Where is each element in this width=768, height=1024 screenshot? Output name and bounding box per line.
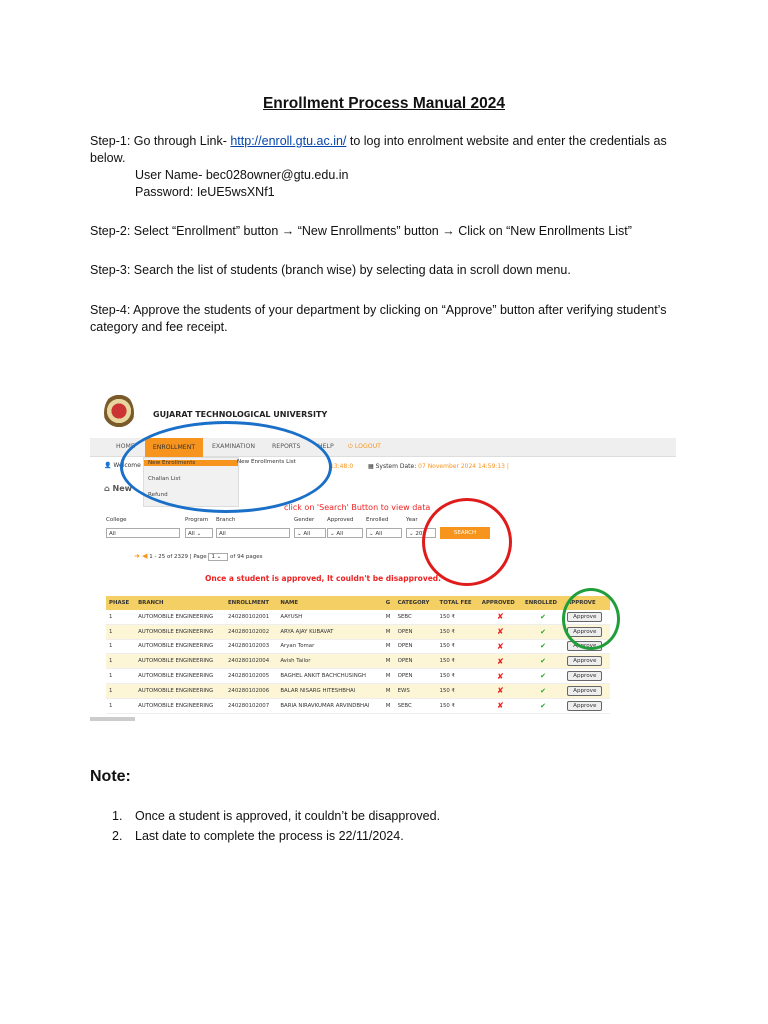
label-gender: Gender (294, 517, 315, 523)
column-header: ENROLLMENT (225, 596, 277, 610)
branch-select-value: All (219, 531, 226, 537)
cell-category: SEBC (395, 610, 437, 624)
enrollment-table (106, 596, 610, 714)
label-college: College (106, 517, 127, 523)
step-2: Step-2: Select “Enrollment” button → “New Enrollments” button → Click on “New Enrollments List” (90, 224, 632, 238)
enrolled-select-value: All (375, 531, 383, 537)
approve-button[interactable]: Approve (567, 627, 602, 637)
portal-screenshot (90, 388, 680, 723)
cell-fee: 150 ₹ (437, 639, 479, 654)
column-header: TOTAL FEE (437, 596, 479, 610)
year-select[interactable]: ⌄ 202 (406, 528, 436, 538)
enrolled-check-icon: ✔ (522, 698, 564, 713)
enrolled-check-icon: ✔ (522, 683, 564, 698)
approve-cell (564, 654, 610, 669)
approve-button[interactable]: Approve (567, 686, 602, 696)
welcome-text: 👤 Welcome (104, 462, 141, 469)
cell-g: M (383, 610, 395, 624)
cell-name: BAGHEL ANKIT BACHCHUSINGH (277, 669, 382, 684)
cell-g: M (383, 624, 395, 639)
approve-cell (564, 669, 610, 684)
cell-phase: 1 (106, 683, 135, 698)
cell-enrollment: 240280102005 (225, 669, 277, 684)
dd-challan-list[interactable]: Challan List (148, 476, 181, 482)
college-select[interactable] (106, 528, 180, 538)
approve-button[interactable]: Approve (567, 641, 602, 651)
label-program: Program (185, 517, 209, 523)
page-number-select[interactable]: 1 ⌄ (208, 553, 228, 561)
column-header: APPROVE (564, 596, 610, 610)
step-3: Step-3: Search the list of students (branch wise) by selecting data in scroll down menu. (90, 263, 571, 277)
not-approved-icon: ✘ (479, 683, 522, 698)
cell-branch: AUTOMOBILE ENGINEERING (135, 683, 225, 698)
table-row (106, 683, 610, 698)
system-date-value: 07 November 2024 14:59:13 | (418, 463, 509, 470)
cell-enrollment: 240280102002 (225, 624, 277, 639)
step-4: Step-4: Approve the students of your department by clicking on “Approve” button after verifying student’s category and fee receipt. (90, 303, 667, 334)
cell-branch: AUTOMOBILE ENGINEERING (135, 669, 225, 684)
note-heading: Note: (90, 768, 131, 785)
dd-third-item[interactable]: Refund (148, 492, 168, 498)
username-line: User Name- bec028owner@gtu.edu.in (135, 168, 349, 182)
cell-name: BALAR NISARG HITESHBHAI (277, 683, 382, 698)
approve-button[interactable]: Approve (567, 701, 602, 711)
year-select-value: 202 (415, 531, 426, 537)
note-item (112, 826, 440, 846)
program-select[interactable]: All ⌄ (185, 528, 213, 538)
label-enrolled: Enrolled (366, 517, 389, 523)
page-number-value: 1 (211, 554, 215, 560)
gtu-logo-icon (104, 393, 134, 433)
approve-button[interactable]: Approve (567, 671, 602, 681)
column-header: G (383, 596, 395, 610)
approval-warning: Once a student is approved, It couldn't be disapproved. (205, 574, 442, 583)
system-date-label: System Date: (375, 463, 417, 470)
approved-select-value: All (336, 531, 344, 537)
cell-branch: AUTOMOBILE ENGINEERING (135, 624, 225, 639)
table-row (106, 624, 610, 639)
column-header: ENROLLED (522, 596, 564, 610)
cell-category: OPEN (395, 654, 437, 669)
approve-button[interactable]: Approve (567, 656, 602, 666)
annotation-blue-circle (120, 421, 332, 513)
column-header: CATEGORY (395, 596, 437, 610)
step-1 (90, 133, 680, 201)
note-number: 1. (112, 809, 123, 823)
cell-category: OPEN (395, 624, 437, 639)
annotation-red-circle (422, 498, 512, 586)
note-number: 2. (112, 829, 123, 843)
cell-fee: 150 ₹ (437, 683, 479, 698)
cell-phase: 1 (106, 610, 135, 624)
approve-button[interactable]: Approve (567, 612, 602, 622)
nav-enrollment[interactable]: ENROLLMENT (145, 438, 203, 458)
note-text: Once a student is approved, it couldn’t be disapproved. (135, 809, 441, 823)
search-button[interactable]: SEARCH (440, 527, 490, 539)
cell-category: SEBC (395, 698, 437, 713)
table-header-row (106, 596, 610, 610)
pager (134, 552, 262, 560)
column-header: PHASE (106, 596, 135, 610)
enrolled-check-icon: ✔ (522, 669, 564, 684)
cell-branch: AUTOMOBILE ENGINEERING (135, 610, 225, 624)
cell-branch: AUTOMOBILE ENGINEERING (135, 639, 225, 654)
nav-help[interactable]: HELP (318, 443, 334, 450)
nav-home[interactable]: HOME (116, 443, 135, 450)
cell-branch: AUTOMOBILE ENGINEERING (135, 654, 225, 669)
not-approved-icon: ✘ (479, 639, 522, 654)
cell-g: M (383, 698, 395, 713)
column-header: APPROVED (479, 596, 522, 610)
dd-new-enrollments-list[interactable]: New Enrollments List (237, 459, 296, 465)
cell-enrollment: 240280102004 (225, 654, 277, 669)
cell-phase: 1 (106, 639, 135, 654)
cell-g: M (383, 669, 395, 684)
not-approved-icon: ✘ (479, 610, 522, 624)
cell-enrollment: 240280102003 (225, 639, 277, 654)
not-approved-icon: ✘ (479, 698, 522, 713)
enrolled-check-icon: ✔ (522, 610, 564, 624)
pager-range: 1 - 25 of 2329 | Page (149, 554, 207, 560)
enrolled-check-icon: ✔ (522, 654, 564, 669)
cell-name: Avish Tailor (277, 654, 382, 669)
pager-prev-icon[interactable]: ➜ ◀ (134, 552, 148, 560)
gender-select[interactable]: ⌄ All (294, 528, 326, 538)
label-branch: Branch (216, 517, 236, 523)
program-select-value: All (188, 531, 195, 537)
approve-cell (564, 698, 610, 713)
cell-name: ARYA AJAY KUBAVAT (277, 624, 382, 639)
not-approved-icon: ✘ (479, 669, 522, 684)
nav-reports[interactable]: REPORTS (272, 443, 301, 450)
cell-g: M (383, 683, 395, 698)
enroll-link[interactable]: http://enroll.gtu.ac.in/ (230, 134, 347, 148)
approved-select[interactable]: ⌄ All (327, 528, 363, 538)
pager-total: of 94 pages (230, 554, 263, 560)
nav-examination[interactable]: EXAMINATION (212, 443, 256, 450)
cell-g: M (383, 639, 395, 654)
cell-phase: 1 (106, 654, 135, 669)
label-approved: Approved (327, 517, 354, 523)
note-text: Last date to complete the process is 22/11/2024. (135, 829, 404, 843)
cell-category: OPEN (395, 669, 437, 684)
cell-fee: 150 ₹ (437, 669, 479, 684)
cell-phase: 1 (106, 624, 135, 639)
table-row (106, 698, 610, 713)
note-list (112, 806, 440, 846)
search-hint: click on 'Search' Button to view data (284, 503, 431, 512)
label-year: Year (406, 517, 418, 523)
time-fragment: 13:48:0 (330, 463, 354, 470)
column-header: BRANCH (135, 596, 225, 610)
document-title: Enrollment Process Manual 2024 (262, 95, 506, 112)
cell-category: EWS (395, 683, 437, 698)
dd-new-enrollments[interactable]: New Enrollments (144, 460, 238, 466)
cell-phase: 1 (106, 698, 135, 713)
not-approved-icon: ✘ (479, 654, 522, 669)
step-1-suffix: to log into enrolment website and enter the credentials as below. (90, 134, 667, 165)
nav-logout-label: LOGOUT (354, 443, 381, 450)
table-row (106, 610, 610, 624)
approve-cell (564, 683, 610, 698)
cell-name: BARIA NIRAVKUMAR ARVINDBHAI (277, 698, 382, 713)
cell-fee: 150 ₹ (437, 610, 479, 624)
cell-enrollment: 240280102006 (225, 683, 277, 698)
note-item (112, 806, 440, 826)
cell-category: OPEN (395, 639, 437, 654)
enrolled-check-icon: ✔ (522, 624, 564, 639)
page-heading-label: New (112, 484, 133, 493)
cell-phase: 1 (106, 669, 135, 684)
cell-fee: 150 ₹ (437, 698, 479, 713)
table-row (106, 654, 610, 669)
enrolled-select[interactable]: ⌄ All (366, 528, 402, 538)
university-name: GUJARAT TECHNOLOGICAL UNIVERSITY (153, 410, 328, 419)
cell-fee: 150 ₹ (437, 624, 479, 639)
cell-branch: AUTOMOBILE ENGINEERING (135, 698, 225, 713)
column-header: NAME (277, 596, 382, 610)
horizontal-scrollbar[interactable] (90, 717, 135, 721)
step-1-prefix: Step-1: Go through Link- (90, 134, 231, 148)
welcome-label: Welcome (113, 462, 141, 469)
college-select-value: All (109, 531, 116, 537)
table-row (106, 639, 610, 654)
gender-select-value: All (303, 531, 311, 537)
cell-enrollment: 240280102001 (225, 610, 277, 624)
table-row (106, 669, 610, 684)
not-approved-icon: ✘ (479, 624, 522, 639)
nav-logout[interactable]: ⏻ LOGOUT (348, 443, 381, 450)
cell-name: Aryan Tomar (277, 639, 382, 654)
page-heading: ⌂ New (104, 484, 133, 493)
cell-enrollment: 240280102007 (225, 698, 277, 713)
cell-fee: 150 ₹ (437, 654, 479, 669)
cell-g: M (383, 654, 395, 669)
system-date: ▦ System Date: 07 November 2024 14:59:13 | (368, 463, 509, 470)
annotation-green-circle (562, 588, 620, 650)
enrolled-check-icon: ✔ (522, 639, 564, 654)
branch-select[interactable] (216, 528, 290, 538)
cell-name: AAYUSH (277, 610, 382, 624)
password-line: Password: IeUE5wsXNf1 (135, 185, 275, 199)
